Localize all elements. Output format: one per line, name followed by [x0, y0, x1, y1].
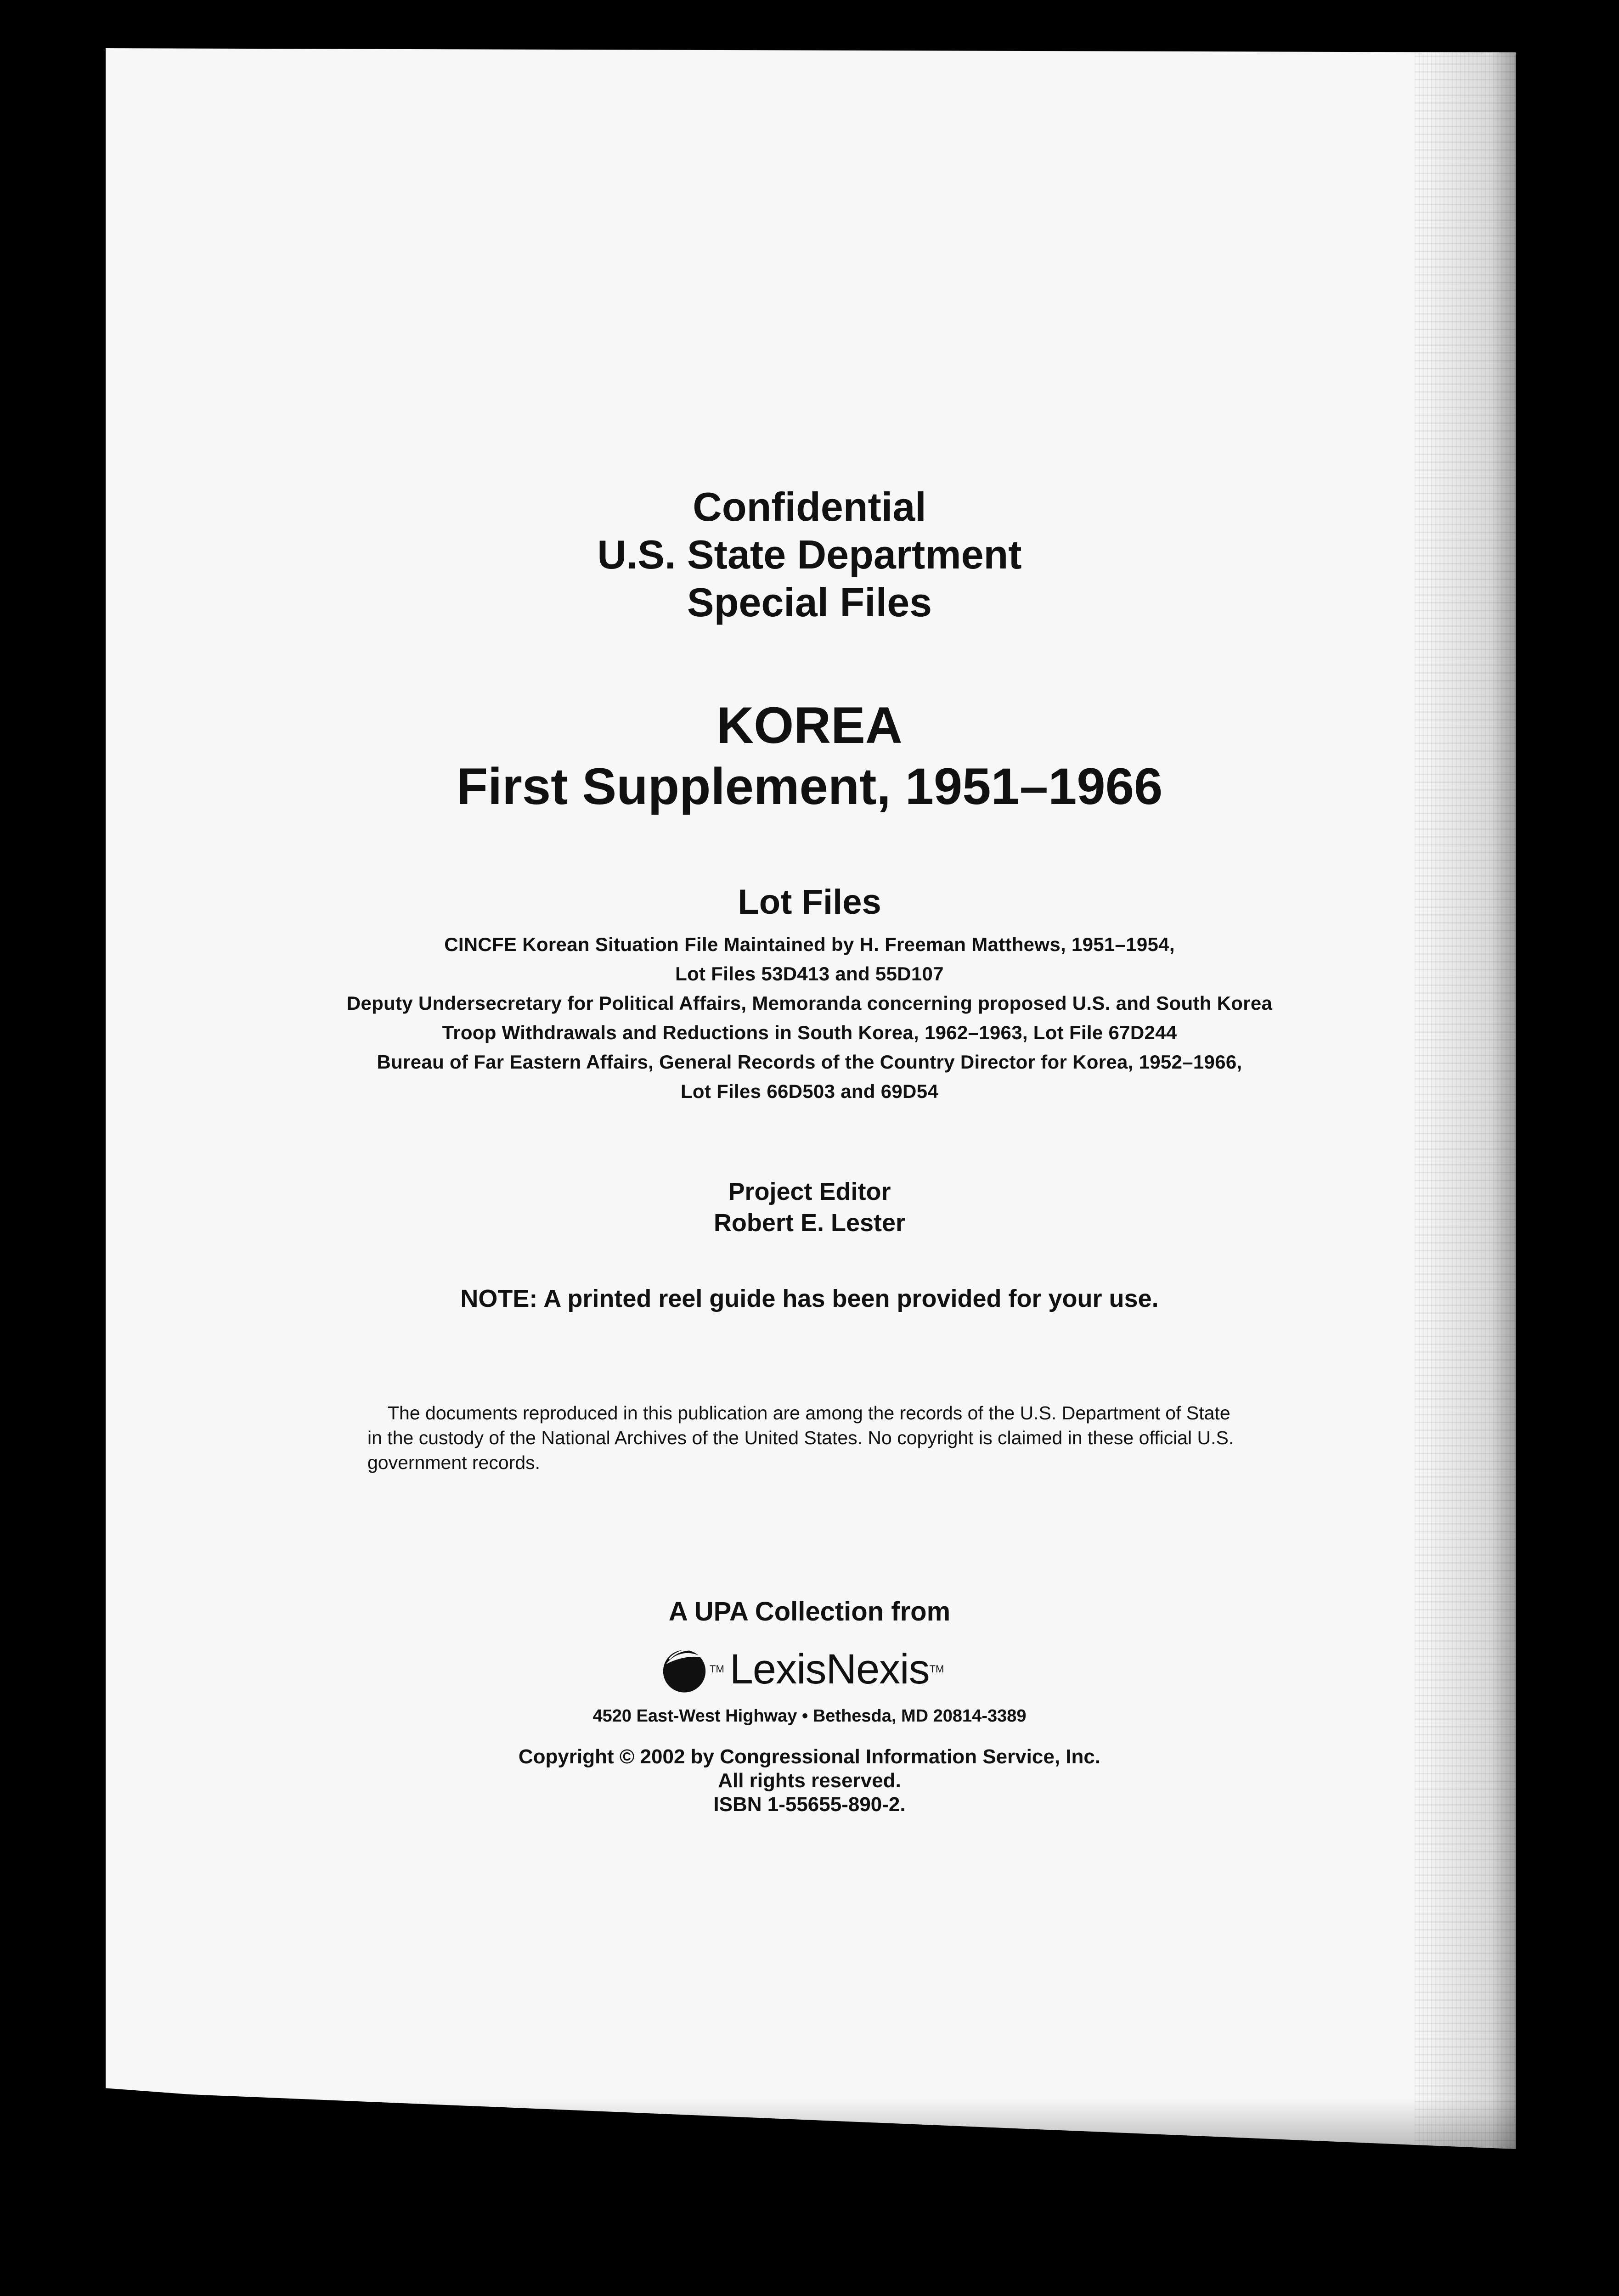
lot-files-heading: Lot Files	[738, 883, 881, 922]
lot-files-line: Troop Withdrawals and Reductions in South Korea, 1962–1963, Lot File 67D244	[442, 1022, 1177, 1043]
copyright-line: Copyright © 2002 by Congressional Information Service, Inc.	[518, 1745, 1101, 1768]
legal-notice-line: government records.	[367, 1452, 541, 1473]
rights-reserved-line: All rights reserved.	[718, 1769, 901, 1792]
title-state-department: U.S. State Department	[597, 532, 1022, 577]
reel-guide-note: NOTE: A printed reel guide has been provided for your use.	[460, 1285, 1159, 1312]
legal-notice-line: in the custody of the National Archives of the United States. No copyright is claimed in these official U.S.	[367, 1427, 1234, 1448]
logo-trademark: TM	[710, 1663, 724, 1675]
project-editor-name: Robert E. Lester	[713, 1209, 906, 1237]
lot-files-line: Bureau of Far Eastern Affairs, General Records of the Country Director for Korea, 1952–1966,	[377, 1051, 1242, 1073]
lot-files-line: Deputy Undersecretary for Political Affairs, Memoranda concerning proposed U.S. and South Korea	[346, 992, 1273, 1014]
title-confidential: Confidential	[693, 484, 926, 529]
isbn-line: ISBN 1-55655-890-2.	[713, 1793, 906, 1816]
publisher-address: 4520 East-West Highway • Bethesda, MD 20814-3389	[592, 1706, 1027, 1726]
lot-files-line: Lot Files 66D503 and 69D54	[680, 1080, 939, 1102]
main-title-korea: KOREA	[716, 697, 903, 754]
upa-collection-label: A UPA Collection from	[668, 1597, 951, 1626]
wordmark-trademark: TM	[929, 1663, 944, 1675]
scan-bottom-edge	[106, 2099, 1516, 2149]
project-editor-label: Project Editor	[728, 1178, 891, 1205]
title-special-files: Special Files	[687, 580, 932, 625]
lexisnexis-globe-icon	[659, 1644, 710, 1694]
lot-files-line: Lot Files 53D413 and 55D107	[675, 963, 944, 985]
legal-notice-line: The documents reproduced in this publication are among the records of the U.S. Department of State	[388, 1402, 1230, 1424]
lexisnexis-wordmark: LexisNexis	[729, 1645, 930, 1693]
lot-files-line: CINCFE Korean Situation File Maintained by H. Freeman Matthews, 1951–1954,	[444, 934, 1175, 955]
lexisnexis-logo	[659, 1642, 944, 1697]
main-title-supplement: First Supplement, 1951–1966	[456, 758, 1163, 815]
